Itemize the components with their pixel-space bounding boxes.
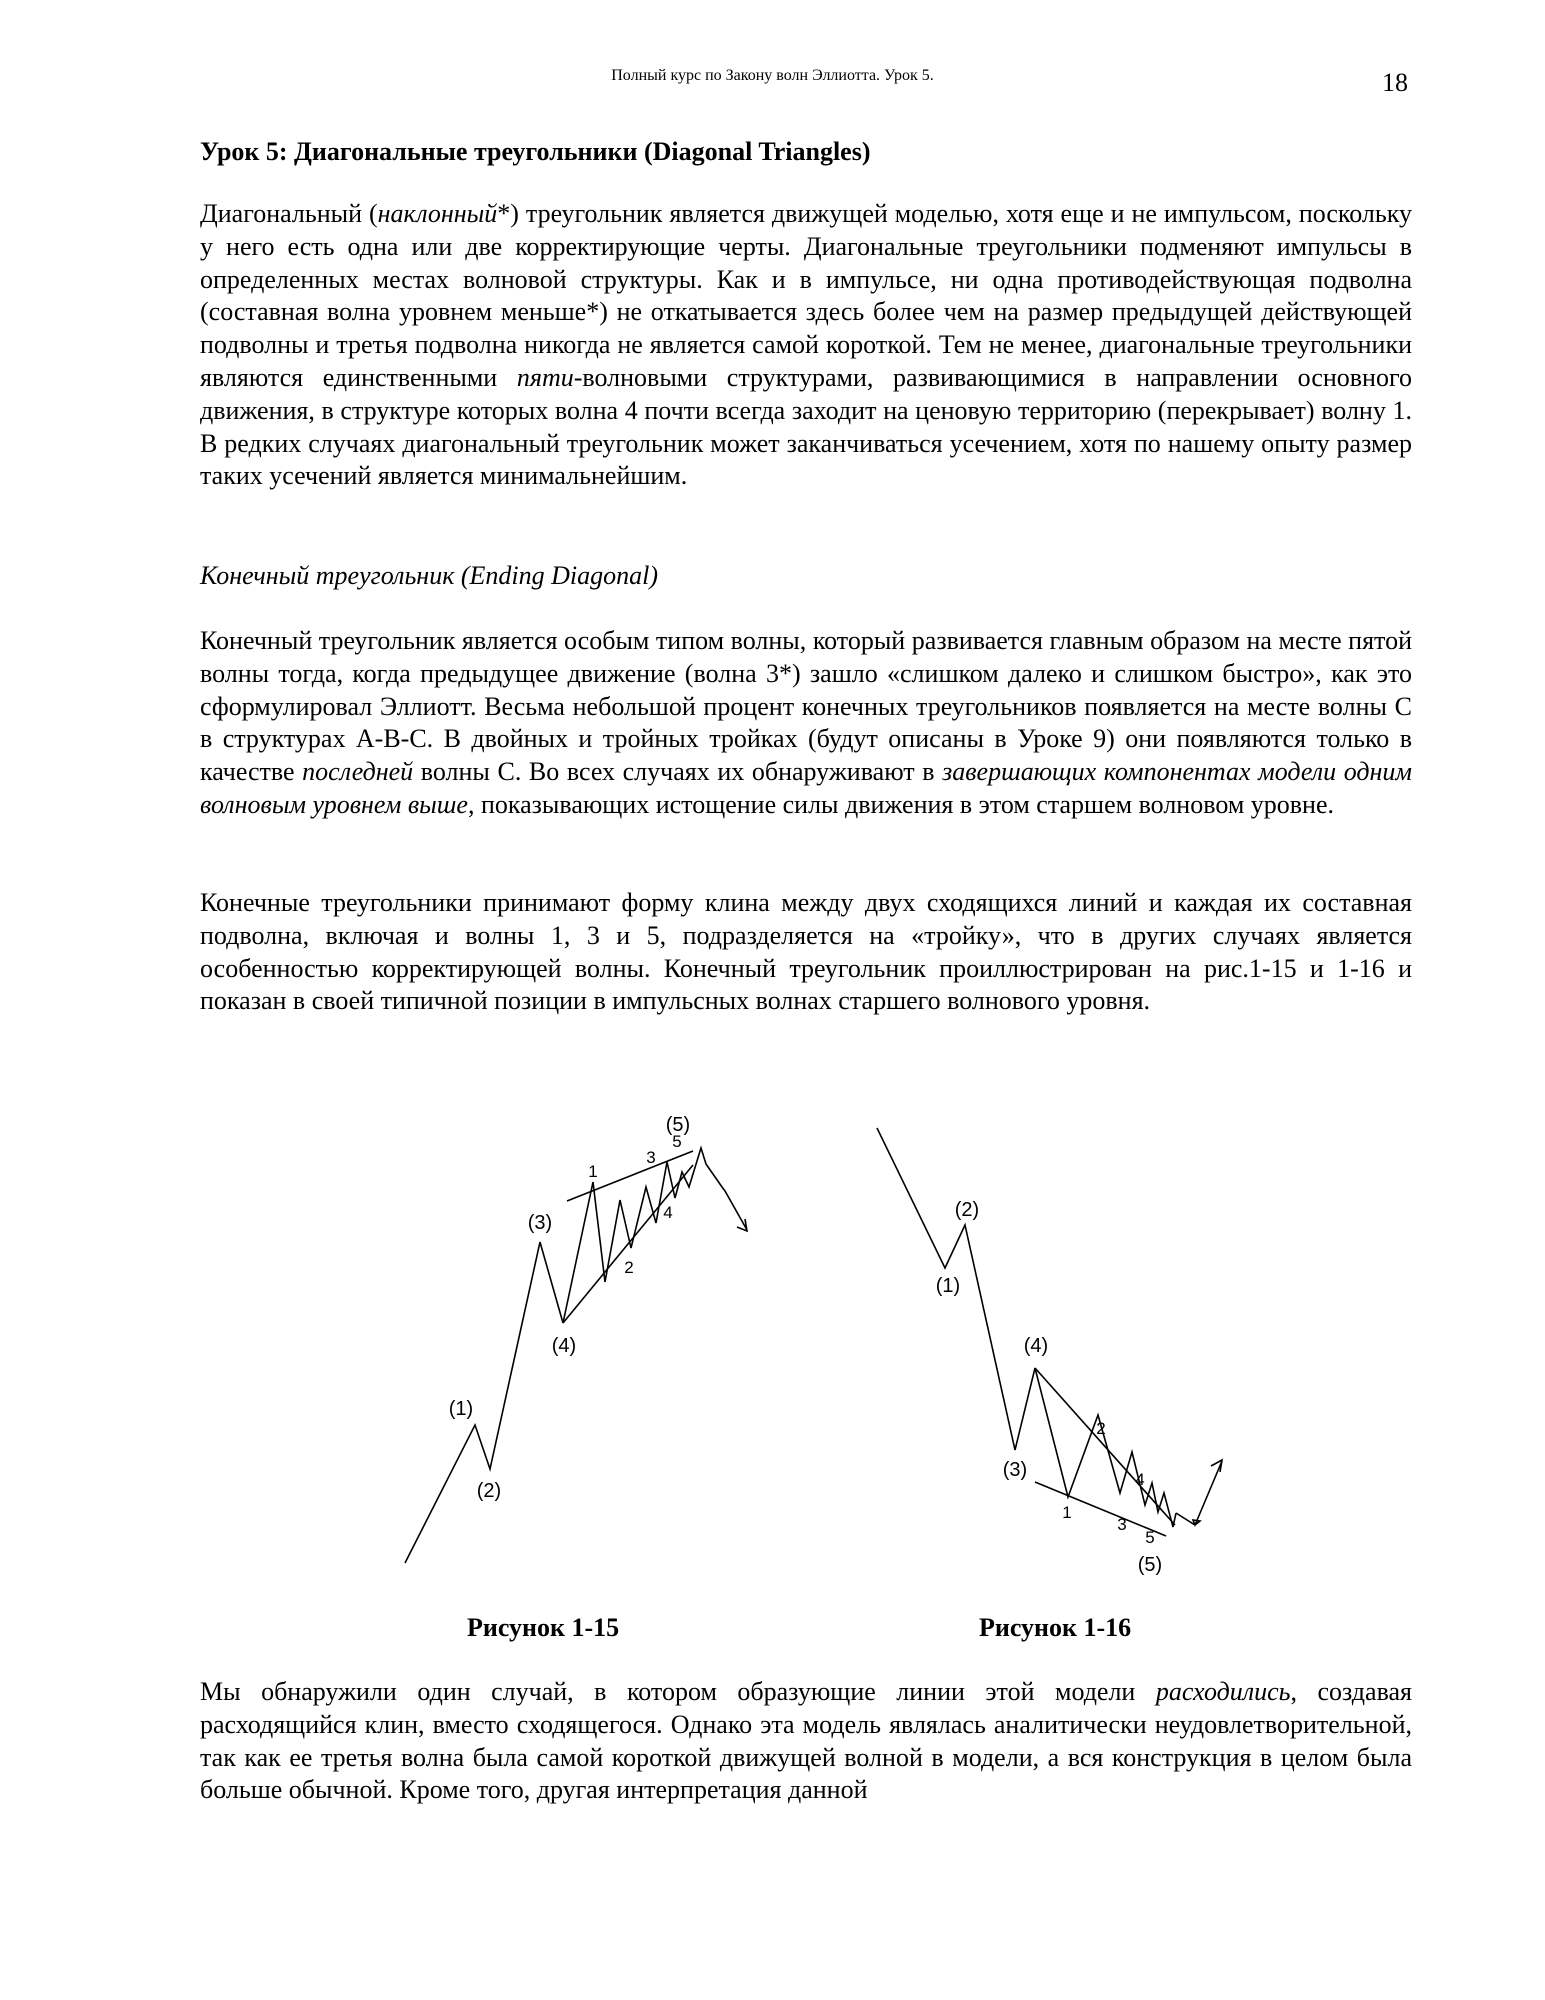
italic-text-run: завершающих компонентах модели одним волновым уровнем выше <box>200 757 1412 819</box>
paragraph-wedge-shape <box>200 887 1412 1018</box>
wave-label-minor-4: 4 <box>663 1203 673 1222</box>
wave-label-major-5: (5) <box>665 1114 691 1136</box>
wave-label-minor-2: 2 <box>1096 1419 1106 1438</box>
wave-label-major-2: (2) <box>476 1480 502 1502</box>
text-run: -волновыми структурами, развивающимися в направлении основного движения, в структуре которых волна 4 почти всегда заходит на ценовую территорию (перекрывает) волну 1. В редких случаях диагональный треугольник может заканчиваться усечением, хотя по нашему опыту размер таких усечений является минимальнейшим. <box>200 362 1412 491</box>
diagonal-upper-trendline <box>1035 1368 1175 1525</box>
wave-label-major-4: (4) <box>551 1335 577 1357</box>
subheading-ending-diagonal: Конечный треугольник (Ending Diagonal) <box>200 561 659 590</box>
wave-label-minor-1: 1 <box>1062 1503 1072 1522</box>
figure-1-15 <box>395 1105 745 1575</box>
italic-text-run: пяти <box>516 362 574 392</box>
paragraph-intro <box>200 198 1412 493</box>
italic-text-run: последней <box>302 757 414 787</box>
text-run: Конечные треугольники принимают форму клина между двух сходящихся линий и каждая их составная подволна, включая и волны 1, 3 и 5, подразделяется на «тройку», что в других случаях является особенностью корректирующей волны. Конечный треугольник проиллюстрирован на рис.1-15 и 1-16 и показан в своей типичной позиции в импульсных волнах старшего волнового уровня. <box>200 888 1412 1016</box>
wave-label-major-2: (2) <box>954 1199 980 1221</box>
paragraph-divergent-wedge <box>200 1676 1412 1807</box>
paragraph-ending-diagonal <box>200 625 1412 822</box>
text-run: *) треугольник является движущей моделью, хотя еще и не импульсом, поскольку у него есть одна или две корректирующие черты. Диагональные треугольники подменяют импульсы в определенных местах волновой структуры. Как и в импульсе, ни одна противодействующая подволна (составная волна уровнем меньше*) не откатывается здесь более чем на размер предыдущей действующей подволны и третья подволна никогда не является самой короткой. Тем не менее, диагональные треугольники являются единственными <box>200 199 1412 392</box>
wave-label-minor-3: 3 <box>1117 1515 1127 1534</box>
figure-1-16 <box>870 1125 1210 1595</box>
reversal-arrow-line <box>1176 1461 1222 1525</box>
reversal-arrow-head <box>1211 1460 1222 1472</box>
wave-label-major-3: (3) <box>1002 1459 1028 1481</box>
text-run: , показывающих истощение силы движения в этом старшем волновом уровне. <box>467 789 1335 819</box>
wave-label-major-3: (3) <box>527 1212 553 1234</box>
italic-text-run: расходились <box>1155 1677 1291 1706</box>
wave-label-minor-5: 5 <box>672 1132 682 1151</box>
text-run: Диагональный ( <box>200 199 378 228</box>
text-run: Мы обнаружили один случай, в котором образующие линии этой модели <box>200 1677 1156 1706</box>
wave-label-major-1: (1) <box>935 1275 961 1297</box>
wave-label-major-5: (5) <box>1137 1554 1163 1576</box>
diagonal-lower-trendline <box>563 1165 693 1323</box>
italic-text-run: наклонный <box>377 199 498 228</box>
caption-figure-1-16: Рисунок 1-16 <box>979 1613 1132 1642</box>
wave-label-major-4: (4) <box>1023 1335 1049 1357</box>
reversal-arrow-line <box>706 1164 747 1230</box>
running-header: Полный курс по Закону волн Эллиотта. Урок 5. <box>611 67 934 84</box>
wave-label-minor-4: 4 <box>1135 1470 1145 1489</box>
wave-label-minor-3: 3 <box>646 1148 656 1167</box>
page-number: 18 <box>1382 68 1408 97</box>
wave-label-major-1: (1) <box>448 1398 474 1420</box>
caption-figure-1-15: Рисунок 1-15 <box>467 1613 620 1642</box>
text-run: , создавая расходящийся клин, вместо сходящегося. Однако эта модель являлась аналитически неудовлетворительной, так как ее третья волна была самой короткой движущей волной в модели, а вся конструкция в целом была больше обычной. Кроме того, другая интерпретация данной <box>200 1677 1413 1805</box>
text-run: Конечный треугольник является особым типом волны, который развивается главным образом на месте пятой волны тогда, когда предыдущее движение (волна 3*) зашло «слишком далеко и слишком быстро», как это сформулировал Эллиотт. Весьма небольшой процент конечных треугольников появляется на месте волны С в структурах А-В-С. В двойных и тройных тройках (будут описаны в Уроке 9) они появляются только в качестве <box>200 626 1412 787</box>
lesson-title: Урок 5: Диагональные треугольники (Diagonal Triangles) <box>200 137 871 166</box>
text-run: волны С. Во всех случаях их обнаруживают в <box>413 757 943 787</box>
wave-label-minor-1: 1 <box>588 1162 598 1181</box>
wave-label-minor-2: 2 <box>624 1258 634 1277</box>
impulse-waves-1-to-4 <box>405 1242 563 1563</box>
wave-label-minor-5: 5 <box>1145 1528 1155 1547</box>
